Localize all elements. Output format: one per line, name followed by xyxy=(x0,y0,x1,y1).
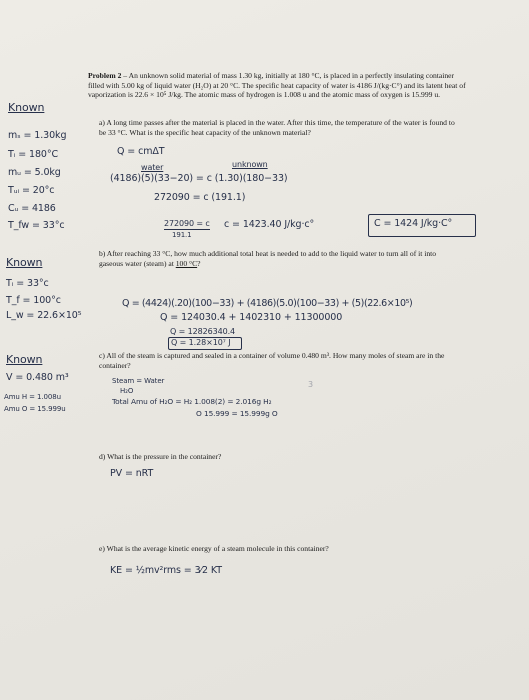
question-e: e) What is the average kinetic energy of a steam molecule in this container? xyxy=(99,544,329,553)
a-eq3-den: 191.1 xyxy=(172,231,192,239)
known3-line-1: V = 0.480 m³ xyxy=(6,372,69,383)
b-eq1: Q = (4424)(.20)(100−33) + (4186)(5.0)(100−33) + (5)(22.6×10⁵) xyxy=(122,298,413,309)
c-line-2: H₂O xyxy=(120,387,134,395)
e-eq: KE = ½mv²rms = 3⁄2 KT xyxy=(110,565,222,576)
a-formula: Q = cmΔT xyxy=(117,146,165,157)
known-title-2: Known xyxy=(6,256,43,269)
c-crossed-mark: 3 xyxy=(308,380,313,389)
c-line-3: Total Amu of H₂O = H₂ 1.008(2) = 2.016g H₂ xyxy=(112,397,272,406)
a-label-water: water xyxy=(141,163,164,172)
question-b-underlined: 100 °C xyxy=(175,258,198,268)
a-result-1: c = 1423.40 J/kg·c° xyxy=(224,219,315,230)
known1-line-3: mᵤ = 5.0kg xyxy=(8,167,61,178)
b-eq3: Q = 12826340.4 xyxy=(170,327,236,336)
c-line-4: O 15.999 = 15.999g O xyxy=(196,409,278,418)
known1-line-6: T_fw = 33°c xyxy=(8,220,65,231)
question-b xyxy=(99,249,461,268)
known1-line-5: Cᵤ = 4186 xyxy=(8,203,56,214)
b-eq2: Q = 124030.4 + 1402310 + 11300000 xyxy=(160,312,343,323)
a-result-2: C = 1424 J/kg·C° xyxy=(374,218,453,229)
known1-line-2: Tᵢ = 180°C xyxy=(8,149,59,160)
question-d: d) What is the pressure in the container? xyxy=(99,452,222,461)
question-b-suffix: ? xyxy=(197,258,201,268)
known2-line-3: L_w = 22.6×10⁵ xyxy=(6,310,82,321)
c-line-1: Steam = Water xyxy=(112,377,165,385)
a-eq2: 272090 = c (191.1) xyxy=(154,192,246,203)
problem-intro xyxy=(88,71,468,100)
known-title-1: Known xyxy=(8,101,45,114)
known1-line-1: mₛ = 1.30kg xyxy=(8,130,67,141)
problem-intro-text: – An unknown solid material of mass 1.30 kg, initially at 180 °C, is placed in a perfectly insulating container filled with 5.00 kg of liquid water (H₂O) at 20 °C. The specific heat capacity of water is 4186 J/(kg·C°) and its latent heat of vaporization is 22.6 × 10⁵ J/kg. The atomic mass of hydrogen is 1.008 u and the atomic mass of oxygen is 15.999 u. xyxy=(88,71,466,100)
known1-line-4: Tᵤᵢ = 20°c xyxy=(8,185,55,196)
a-eq3-num: 272090 = c xyxy=(164,219,210,228)
a-eq1: (4186)(5)(33−20) = c (1.30)(180−33) xyxy=(110,173,288,184)
d-eq: PV = nRT xyxy=(110,468,154,479)
question-c: c) All of the steam is captured and sealed in a container of volume 0.480 m³. How many moles of steam are in the container? xyxy=(99,351,445,370)
known3-line-3: Amu O = 15.999u xyxy=(4,405,66,413)
known2-line-2: T_f = 100°c xyxy=(6,295,61,306)
known3-line-2: Amu H = 1.008u xyxy=(4,393,61,401)
question-b-text: b) After reaching 33 °C, how much additional total heat is needed to add to the liquid water to turn all of it into gaseous water (steam) at xyxy=(99,249,437,268)
known-title-3: Known xyxy=(6,353,43,366)
b-result: Q = 1.28×10⁷ J xyxy=(171,338,231,347)
problem-heading: Problem 2 xyxy=(88,71,122,80)
a-label-unknown: unknown xyxy=(232,160,268,169)
known2-line-1: Tᵢ = 33°c xyxy=(6,278,49,289)
question-a: a) A long time passes after the material is placed in the water. After this time, the temperature of the water is found to be 33 °C. What is the specific heat capacity of the unknown material? xyxy=(99,118,455,137)
